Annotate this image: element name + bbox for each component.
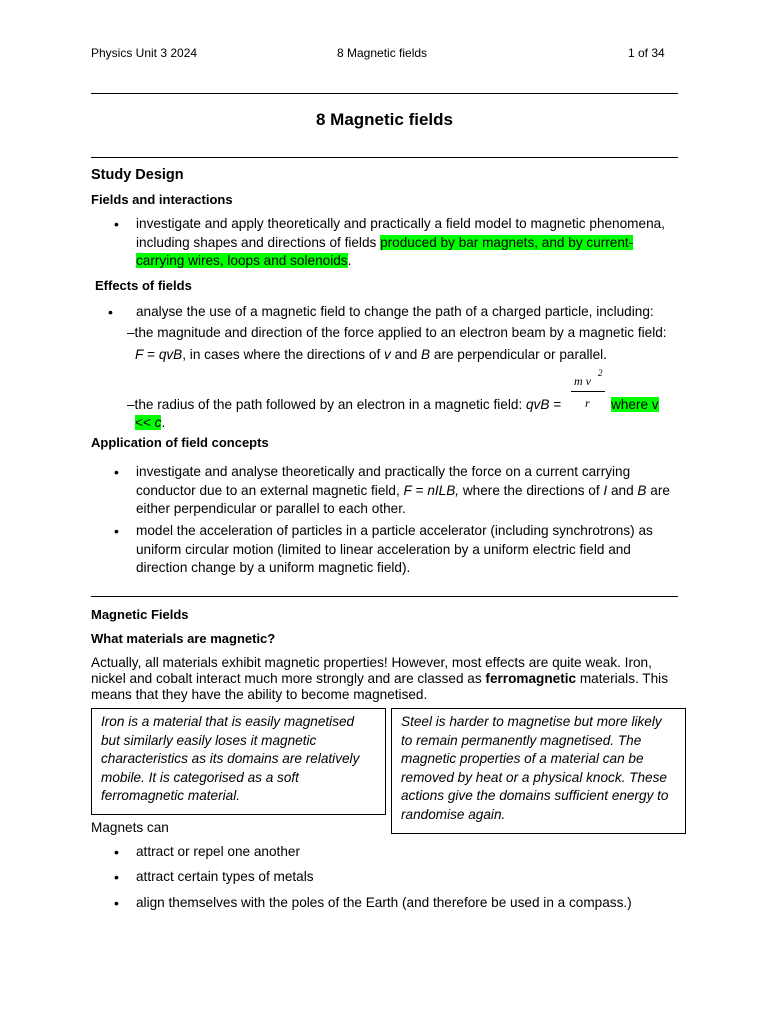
fraction-numerator: m v [574,374,591,388]
text-line [136,252,681,271]
study-design-heading: Study Design [91,167,184,183]
box-line: to remain permanently magnetised. The [401,732,642,748]
box-line: Iron is a material that is easily magnetised [101,714,355,729]
math-var: qvB [158,346,183,362]
text-span: = [411,482,428,498]
text-span: and [607,482,638,498]
box-line: but similarly easily loses it magnetic [101,732,317,748]
text-line: model the acceleration of particles in a particle accelerator (including synchrotrons) as [136,523,653,538]
highlighted-condition [611,396,659,415]
text-line: either perpendicular or parallel to each other. [136,501,406,516]
text-line [136,234,681,253]
math-var: c [154,415,162,430]
text-span: . [347,253,352,268]
math-var: nILB, [427,482,460,498]
dash-item-force [127,324,687,364]
fields-bullet-text [136,215,681,271]
fields-interactions-heading: Fields and interactions [91,192,233,207]
text-line [91,671,691,687]
text-line [127,346,687,365]
header-chapter: 8 Magnetic fields [337,46,428,60]
text-span: << [135,415,155,430]
dash-item-radius [127,396,561,415]
application-heading: Application of field concepts [91,435,269,450]
math-var: B [637,482,647,498]
math-var: B [421,346,431,362]
divider [91,93,678,94]
bullet-dot: • [114,844,119,860]
text-line: means that they have the ability to become magnetised. [91,687,428,702]
bold-term: ferromagnetic [485,671,577,686]
math-var: F [135,346,144,362]
list-item: attract certain types of metals [136,869,314,884]
text-span: where the directions of [459,482,604,498]
list-item: align themselves with the poles of the Earth (and therefore be used in a compass.) [136,895,632,910]
page-title: 8 Magnetic fields [316,110,453,129]
box-line: randomise again. [401,806,506,822]
text-span: –the radius of the path followed by an electron in a magnetic field: [127,397,526,412]
text-span: and [390,346,422,362]
divider [91,157,678,158]
app-bullet-accelerator [136,522,684,578]
text-line: Actually, all materials exhibit magnetic properties! However, most effects are quite weak. Iron, [91,655,652,670]
fraction-denominator: r [585,396,590,410]
highlighted-text: where v [611,397,659,412]
header-page-number: 1 of 34 [628,46,665,60]
fraction-exponent: 2 [598,368,603,378]
box-line: ferromagnetic material. [101,788,241,803]
magnetic-fields-heading: Magnetic Fields [91,607,189,622]
bullet-dot: • [114,216,119,232]
text-line: direction change by a uniform magnetic field). [136,560,411,575]
bullet-dot: • [114,464,119,480]
math-var: F [403,482,412,498]
highlighted-text: produced by bar magnets, and by current- [380,234,634,250]
divider [91,596,678,597]
box-line: removed by heat or a physical knock. These [401,769,667,785]
text-span: = [549,397,562,412]
bullet-dot: • [114,895,119,911]
magnets-can-label: Magnets can [91,820,169,835]
fraction-bar [571,391,605,392]
text-span: are perpendicular or parallel. [430,346,607,362]
text-span: conductor due to an external magnetic field, [136,482,404,498]
box-line: Steel is harder to magnetise but more likely [401,714,662,729]
box-line: magnetic properties of a material can be [401,751,644,766]
materials-paragraph [91,655,691,703]
bullet-dot: • [114,869,119,885]
text-span: nickel and cobalt interact much more strongly and are classed as [91,671,486,686]
highlighted-condition-cont [135,414,165,433]
header-course: Physics Unit 3 2024 [91,46,198,60]
text-span: materials. This [576,671,668,686]
materials-question: What materials are magnetic? [91,631,276,646]
bullet-dot: • [114,523,119,539]
effects-bullet-text: analyse the use of a magnetic field to change the path of a charged particle, including: [136,304,654,319]
box-line: actions give the domains sufficient energy to [401,788,669,803]
bullet-dot: • [108,304,113,320]
list-item: attract or repel one another [136,844,300,859]
text-span: , in cases where the directions of [182,346,384,362]
text-span: are [646,482,670,498]
math-var: qvB [526,397,550,412]
text-span: . [161,415,166,430]
app-bullet-force [136,463,684,519]
math-var: v [384,346,391,362]
math-var: I [603,482,608,498]
iron-info-box [91,708,386,815]
steel-info-box [391,708,686,834]
highlighted-text [135,415,161,430]
text-span: including shapes and directions of fields [136,234,381,250]
text-line: investigate and analyse theoretically and practically the force on a current carrying [136,464,631,479]
box-line: characteristics as its domains are relatively [101,751,360,766]
highlighted-text: carrying wires, loops and solenoids [136,253,348,268]
box-line: mobile. It is categorised as a soft [101,769,299,785]
text-line: investigate and apply theoretically and practically a field model to magnetic phenomena, [136,216,665,231]
text-line: –the magnitude and direction of the force applied to an electron beam by a magnetic field: [127,325,667,340]
effects-heading: Effects of fields [95,278,192,293]
text-span: = [143,346,159,362]
text-line [136,482,684,501]
text-line: uniform circular motion (limited to linear acceleration by a uniform electric field and [136,541,631,557]
